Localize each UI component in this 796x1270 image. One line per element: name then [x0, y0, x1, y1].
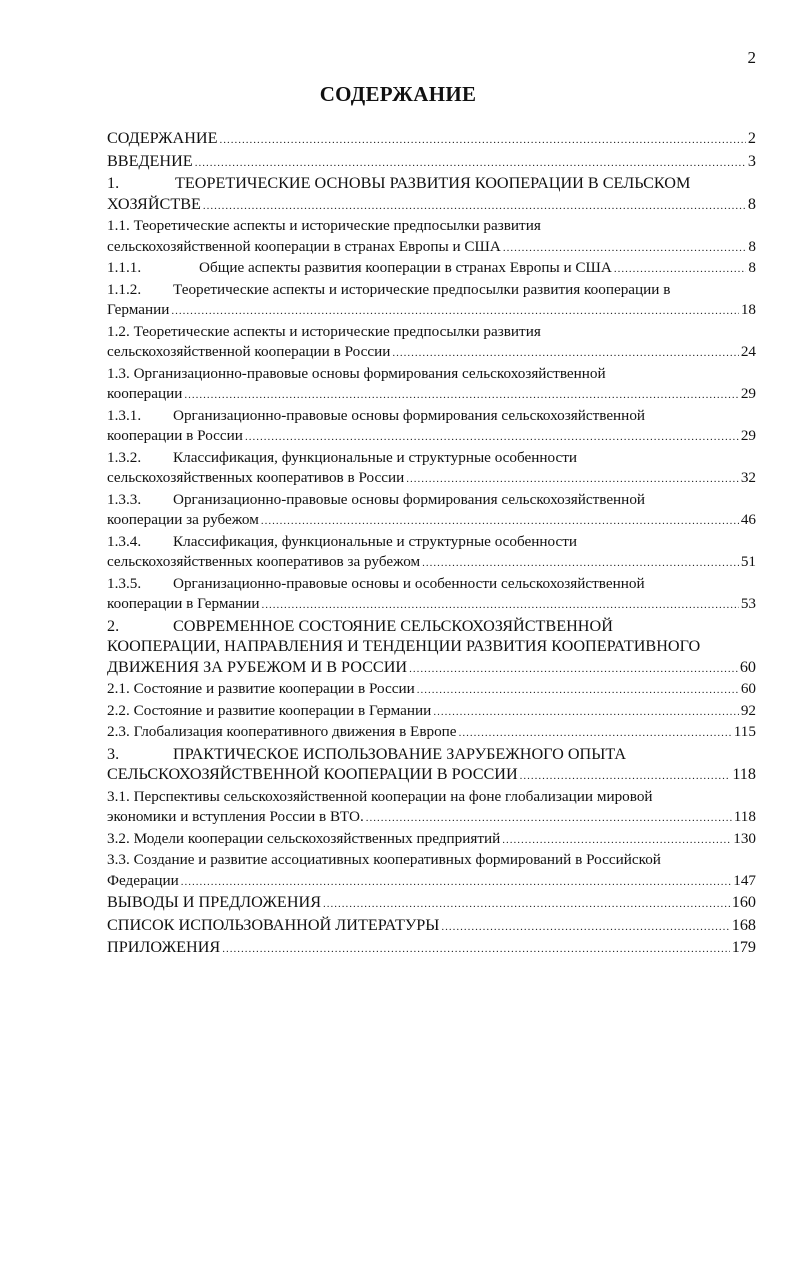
- toc-entry-number: 1.3.4.: [107, 532, 142, 550]
- dot-leader: [181, 872, 731, 893]
- toc-entry-number: 1.3.1.: [107, 406, 142, 424]
- toc-entry-title: ХОЗЯЙСТВЕ: [107, 194, 201, 213]
- toc-entry-title: экономики и вступления России в ВТО.: [107, 808, 364, 825]
- dot-leader: [406, 469, 739, 490]
- toc-page-number: 32: [740, 469, 756, 486]
- dot-leader: [409, 659, 738, 680]
- toc-entry-title: СЕЛЬСКОХОЗЯЙСТВЕННОЙ КООПЕРАЦИИ В РОССИИ: [107, 765, 518, 783]
- toc-entry-title: кооперации в России: [107, 427, 243, 444]
- toc-entry-number: 1.3.2.: [107, 448, 142, 466]
- toc-entry[interactable]: [107, 937, 756, 960]
- toc-entry-title: Германии: [107, 301, 170, 318]
- toc-page-number: 24: [740, 343, 756, 360]
- toc-entry[interactable]: [107, 216, 756, 258]
- dot-leader: [502, 830, 731, 851]
- toc-entry-title: Федерации: [107, 871, 179, 889]
- toc-entry[interactable]: [107, 490, 756, 532]
- toc-page-number: 3: [747, 151, 756, 170]
- table-of-contents: [107, 128, 756, 960]
- toc-entry[interactable]: [107, 892, 756, 915]
- dot-leader: [366, 808, 732, 829]
- toc-page-number: 147: [733, 871, 756, 889]
- toc-entry-title: ПРАКТИЧЕСКОЕ ИСПОЛЬЗОВАНИЕ ЗАРУБЕЖНОГО ОПЫТА: [173, 744, 627, 763]
- dot-leader: [184, 385, 738, 406]
- toc-entry-number: 1.: [107, 174, 120, 192]
- toc-entry-title: Организационно-правовые основы и особенности сельскохозяйственной: [173, 574, 645, 592]
- toc-entry[interactable]: [107, 722, 756, 744]
- toc-entry-title: сельскохозяйственных кооперативов за рубежом: [107, 553, 421, 570]
- toc-entry-title: Организационно-правовые основы формирования сельскохозяйственной: [173, 490, 646, 508]
- dot-leader: [417, 680, 739, 701]
- dot-leader: [203, 196, 746, 217]
- toc-entry-title: ДВИЖЕНИЯ ЗА РУБЕЖОМ И В РОССИИ: [107, 657, 408, 676]
- toc-page-number: 2: [747, 129, 756, 147]
- toc-entry[interactable]: [107, 679, 756, 701]
- toc-page-number: 18: [740, 301, 756, 318]
- dot-leader: [261, 511, 739, 532]
- dot-leader: [459, 723, 732, 744]
- toc-entry-title: сельскохозяйственной кооперации в России: [107, 343, 391, 360]
- dot-leader: [171, 301, 738, 322]
- toc-entry-title: кооперации: [107, 385, 183, 402]
- toc-page-number: 29: [740, 385, 756, 402]
- toc-entry[interactable]: [107, 616, 756, 680]
- toc-page-number: 8: [748, 259, 756, 276]
- dot-leader: [222, 939, 730, 960]
- toc-entry-title: сельскохозяйственных кооперативов в России: [107, 469, 405, 486]
- toc-page-number: 60: [739, 657, 756, 676]
- toc-entry-title: КООПЕРАЦИИ, НАПРАВЛЕНИЯ И ТЕНДЕНЦИИ РАЗВИТИЯ КООПЕРАТИВНОГО: [107, 637, 701, 655]
- toc-entry[interactable]: [107, 322, 756, 364]
- toc-entry-number: 1.1.1.: [107, 259, 142, 276]
- toc-entry-title: 3.1. Перспективы сельскохозяйственной кооперации на фоне глобализации мировой: [107, 787, 653, 805]
- toc-entry-title: Теоретические аспекты и исторические предпосылки развития кооперации в: [173, 280, 671, 298]
- toc-entry[interactable]: [107, 532, 756, 574]
- toc-entry[interactable]: [107, 850, 756, 892]
- dot-leader: [503, 238, 747, 259]
- toc-entry-number: 1.1.2.: [107, 280, 142, 298]
- toc-entry-title: ВЫВОДЫ И ПРЕДЛОЖЕНИЯ: [107, 893, 321, 911]
- dot-leader: [520, 766, 731, 787]
- toc-page-number: 8: [748, 237, 756, 255]
- toc-page-number: 115: [733, 723, 756, 740]
- toc-entry-title: Классификация, функциональные и структурные особенности: [173, 448, 577, 466]
- toc-entry[interactable]: [107, 448, 756, 490]
- toc-entry-title: Общие аспекты развития кооперации в странах Европы и США: [199, 259, 612, 276]
- dot-leader: [433, 702, 739, 723]
- dot-leader: [422, 553, 739, 574]
- toc-entry-number: 1.3.5.: [107, 574, 142, 592]
- toc-entry[interactable]: [107, 128, 756, 151]
- toc-entry[interactable]: [107, 280, 756, 322]
- toc-entry[interactable]: [107, 574, 756, 616]
- toc-entry-number: 3.: [107, 744, 120, 763]
- toc-entry[interactable]: [107, 258, 756, 280]
- toc-entry-number: 1.3.3.: [107, 490, 142, 508]
- toc-entry-title: 3.2. Модели кооперации сельскохозяйственных предприятий: [107, 829, 501, 847]
- toc-page-number: 60: [740, 680, 756, 697]
- toc-entry[interactable]: [107, 173, 756, 216]
- toc-entry[interactable]: [107, 406, 756, 448]
- toc-page-number: 118: [732, 765, 756, 783]
- dot-leader: [441, 917, 729, 938]
- toc-entry-title: сельскохозяйственной кооперации в странах Европы и США: [107, 237, 501, 255]
- page-number: 2: [747, 48, 756, 67]
- page-title: СОДЕРЖАНИЕ: [319, 82, 477, 106]
- dot-leader: [323, 894, 730, 915]
- toc-entry-title: 2.2. Состояние и развитие кооперации в Германии: [107, 701, 432, 719]
- toc-entry[interactable]: [107, 151, 756, 174]
- toc-entry[interactable]: [107, 787, 756, 829]
- toc-entry-title: СОВРЕМЕННОЕ СОСТОЯНИЕ СЕЛЬСКОХОЗЯЙСТВЕННОЙ: [173, 616, 613, 635]
- dot-leader: [262, 595, 739, 616]
- toc-page-number: 92: [740, 701, 756, 719]
- toc-entry-title: СОДЕРЖАНИЕ: [107, 129, 218, 147]
- toc-entry-title: Организационно-правовые основы формирования сельскохозяйственной: [173, 406, 646, 424]
- dot-leader: [614, 259, 747, 280]
- toc-entry[interactable]: [107, 701, 756, 723]
- toc-entry-title: 3.3. Создание и развитие ассоциативных кооперативных формирований в Российской: [107, 851, 661, 868]
- toc-entry-title: 2.1. Состояние и развитие кооперации в России: [107, 680, 415, 697]
- dot-leader: [392, 343, 738, 364]
- toc-page-number: 51: [740, 553, 756, 570]
- toc-page-number: 118: [733, 808, 756, 825]
- toc-entry-title: СПИСОК ИСПОЛЬЗОВАННОЙ ЛИТЕРАТУРЫ: [107, 915, 440, 934]
- toc-entry-title: 1.1. Теоретические аспекты и исторические предпосылки развития: [107, 217, 541, 234]
- toc-page-number: 130: [733, 829, 756, 847]
- toc-entry-title: ВВЕДЕНИЕ: [107, 151, 193, 170]
- toc-entry-title: ПРИЛОЖЕНИЯ: [107, 938, 221, 956]
- toc-page-number: 179: [731, 938, 756, 956]
- toc-page-number: 46: [740, 511, 756, 528]
- toc-entry[interactable]: [107, 915, 756, 938]
- toc-entry-title: 1.3. Организационно-правовые основы формирования сельскохозяйственной: [107, 364, 606, 382]
- toc-entry-number: 2.: [107, 616, 120, 635]
- toc-entry[interactable]: [107, 829, 756, 851]
- toc-page-number: 160: [731, 893, 756, 911]
- toc-entry-title: кооперации в Германии: [107, 595, 260, 612]
- toc-entry[interactable]: [107, 744, 756, 787]
- dot-leader: [245, 427, 739, 448]
- toc-entry-title: 1.2. Теоретические аспекты и исторические предпосылки развития: [107, 322, 541, 340]
- toc-page-number: 53: [740, 595, 756, 612]
- toc-page-number: 168: [731, 915, 756, 934]
- toc-entry-title: кооперации за рубежом: [107, 511, 259, 528]
- toc-page-number: 29: [740, 427, 756, 444]
- toc-entry-title: Классификация, функциональные и структурные особенности: [173, 532, 577, 550]
- dot-leader: [220, 130, 746, 151]
- dot-leader: [195, 153, 746, 174]
- toc-entry-title: ТЕОРЕТИЧЕСКИЕ ОСНОВЫ РАЗВИТИЯ КООПЕРАЦИИ В СЕЛЬСКОМ: [175, 174, 691, 192]
- toc-entry-title: 2.3. Глобализация кооперативного движения в Европе: [107, 723, 457, 740]
- toc-entry[interactable]: [107, 364, 756, 406]
- toc-page-number: 8: [747, 194, 756, 213]
